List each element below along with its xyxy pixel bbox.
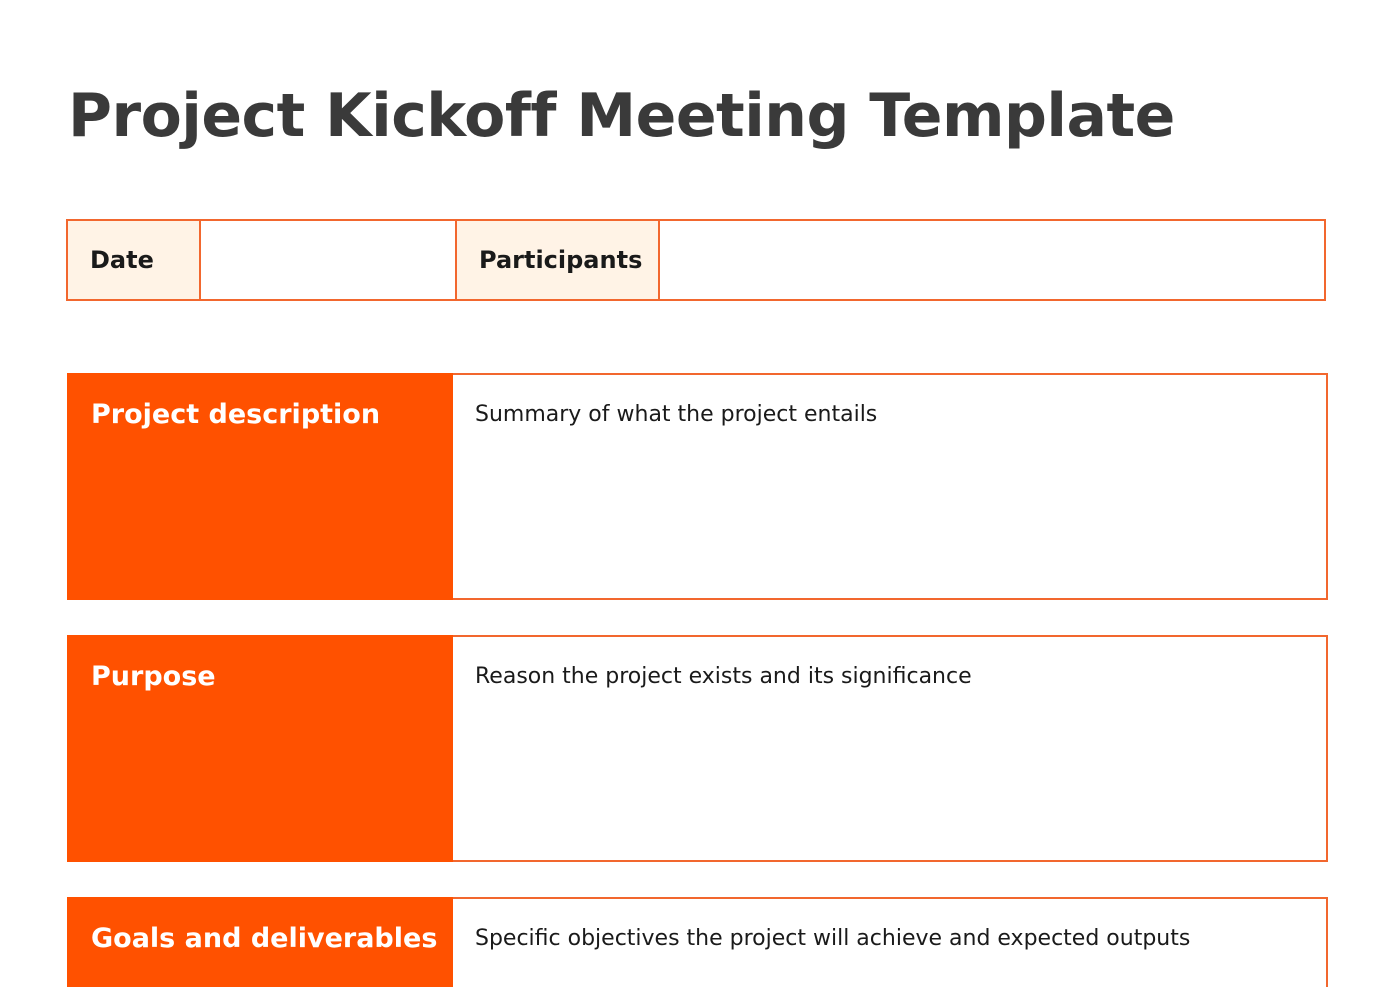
participants-label: Participants <box>457 221 660 299</box>
section-purpose <box>67 635 1328 862</box>
date-label: Date <box>68 221 201 299</box>
section-label: Goals and deliverables <box>67 897 453 987</box>
section-goals-and-deliverables <box>67 897 1328 987</box>
section-body-field[interactable]: Specific objectives the project will achieve and expected outputs <box>475 926 1191 951</box>
date-field[interactable] <box>201 221 457 299</box>
section-body-field[interactable]: Reason the project exists and its significance <box>475 664 972 689</box>
section-body-field[interactable]: Summary of what the project entails <box>475 402 878 427</box>
section-label: Purpose <box>67 635 453 862</box>
meta-table <box>66 219 1326 301</box>
page-title: Project Kickoff Meeting Template <box>68 81 1175 151</box>
section-label: Project description <box>67 373 453 600</box>
section-project-description <box>67 373 1328 600</box>
participants-field[interactable] <box>660 221 1324 299</box>
